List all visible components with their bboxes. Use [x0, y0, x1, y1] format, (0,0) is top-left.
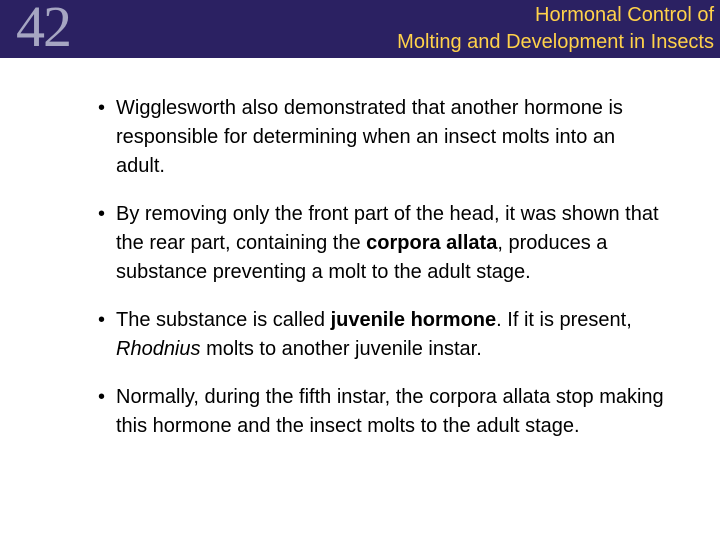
slide-number: 42 [16, 0, 70, 59]
bullet-item-4 [86, 383, 666, 441]
bullet-item-1 [86, 94, 666, 181]
bullet-text: , produces a substance preventing a molt to the adult stage. [116, 232, 608, 283]
bullet-item-2 [86, 200, 666, 287]
italic-term-rhodnius: Rhodnius [116, 338, 201, 360]
bullet-text: By removing only the front part of the head, it was shown that the rear part, containing the [116, 203, 659, 254]
slide-title-line-2: Molting and Development in Insects [397, 31, 714, 53]
bullet-list [86, 94, 666, 460]
bullet-text: . If it is present, [496, 309, 632, 331]
bullet-text: molts to another juvenile instar. [200, 338, 482, 360]
bullet-text: Wigglesworth also demonstrated that another hormone is responsible for determining when an insect molts into an adult. [116, 97, 623, 177]
bullet-text: The substance is called [116, 309, 331, 331]
bullet-text: Normally, during the fifth instar, the corpora allata stop making this hormone and the insect molts to the adult stage. [116, 386, 664, 437]
slide-title [114, 2, 714, 56]
bold-term-corpora-allata: corpora allata [366, 232, 498, 254]
bullet-marker: • [98, 203, 106, 225]
bullet-item-3 [86, 306, 666, 364]
bullet-marker: • [98, 97, 106, 119]
bullet-marker: • [98, 386, 106, 408]
bullet-marker: • [98, 309, 106, 331]
title-bar [0, 0, 720, 58]
slide-title-line-1: Hormonal Control of [535, 4, 714, 26]
bold-term-juvenile-hormone: juvenile hormone [330, 309, 497, 331]
